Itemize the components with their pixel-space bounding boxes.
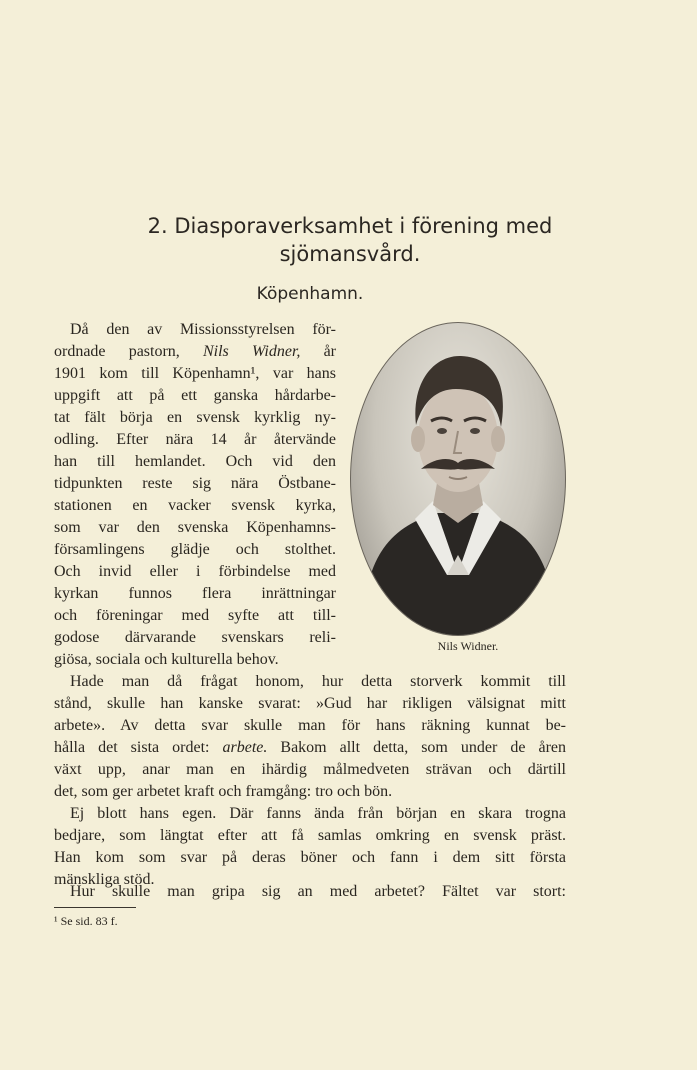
chapter-heading-line-2: sjömansvård. (279, 242, 421, 266)
text-line: växt upp, anar man en ihärdig målmedveten strävan och därtill (54, 761, 566, 778)
text-line: 1901 kom till Köpenhamn¹, var hans (54, 365, 336, 382)
text-line: odling. Efter nära 14 år återvände (54, 431, 336, 448)
chapter-heading-line-1: 2. Diasporaverksamhet i förening med (147, 214, 553, 238)
portrait-illustration (351, 323, 565, 635)
text-line: mänskliga stöd. (54, 871, 155, 888)
text-line: giösa, sociala och kulturella behov. (54, 651, 279, 668)
text-line: det, som ger arbetet kraft och framgång: tro och bön. (54, 783, 393, 800)
portrait-photo (350, 322, 566, 636)
section-subheading: Köpenhamn. (256, 284, 364, 304)
text-line: församlingens glädje och stolthet. (54, 541, 336, 558)
text-line: Han kom som svar på deras böner och fann i dem sitt första (54, 849, 566, 866)
text-line: uppgift att på ett ganska hårdarbe- (54, 387, 336, 404)
text-line: Ej blott hans egen. Där fanns ända från början en skara trogna (70, 805, 566, 822)
text-line: tidpunkten reste sig nära Östbane- (54, 475, 336, 492)
text-line: Hade man då frågat honom, hur detta storverk kommit till (70, 673, 566, 690)
text-line: Och invid eller i förbindelse med (54, 563, 336, 580)
text-line: Hur skulle man gripa sig an med arbetet? Fältet var stort: (70, 883, 566, 900)
text-line: tat fält börja en svensk kyrklig ny- (54, 409, 336, 426)
text-line: stationen en vacker svensk kyrka, (54, 497, 336, 514)
word-emphasis: arbete. (222, 739, 268, 756)
text-line: stånd, skulle han kanske svarat: »Gud har rikligen välsignat mitt (54, 695, 566, 712)
footnote: ¹ Se sid. 83 f. (54, 914, 118, 928)
name-emphasis: Nils Widner, (202, 343, 301, 360)
text-line: och föreningar med syfte att till- (54, 607, 336, 624)
portrait-caption: Nils Widner. (437, 639, 499, 653)
text-line: Då den av Missionsstyrelsen för- (70, 321, 336, 338)
text-line: bedjare, som längtat efter att få samlas omkring en svensk präst. (54, 827, 566, 844)
text-line: arbete». Av detta svar skulle man för hans räkning kunnat be- (54, 717, 566, 734)
text-line: godose därvarande svenskars reli- (54, 629, 336, 646)
text-line: hålla det sista ordet: arbete. Bakom allt detta, som under de åren (54, 739, 567, 756)
footnote-divider (54, 907, 136, 908)
text-line: ordnade pastorn, Nils Widner, år (54, 343, 336, 360)
text-line: kyrkan funnos flera inrättningar (54, 585, 336, 602)
text-line: han till hemlandet. Och vid den (54, 453, 336, 470)
text-line: som var den svenska Köpenhamns- (54, 519, 336, 536)
